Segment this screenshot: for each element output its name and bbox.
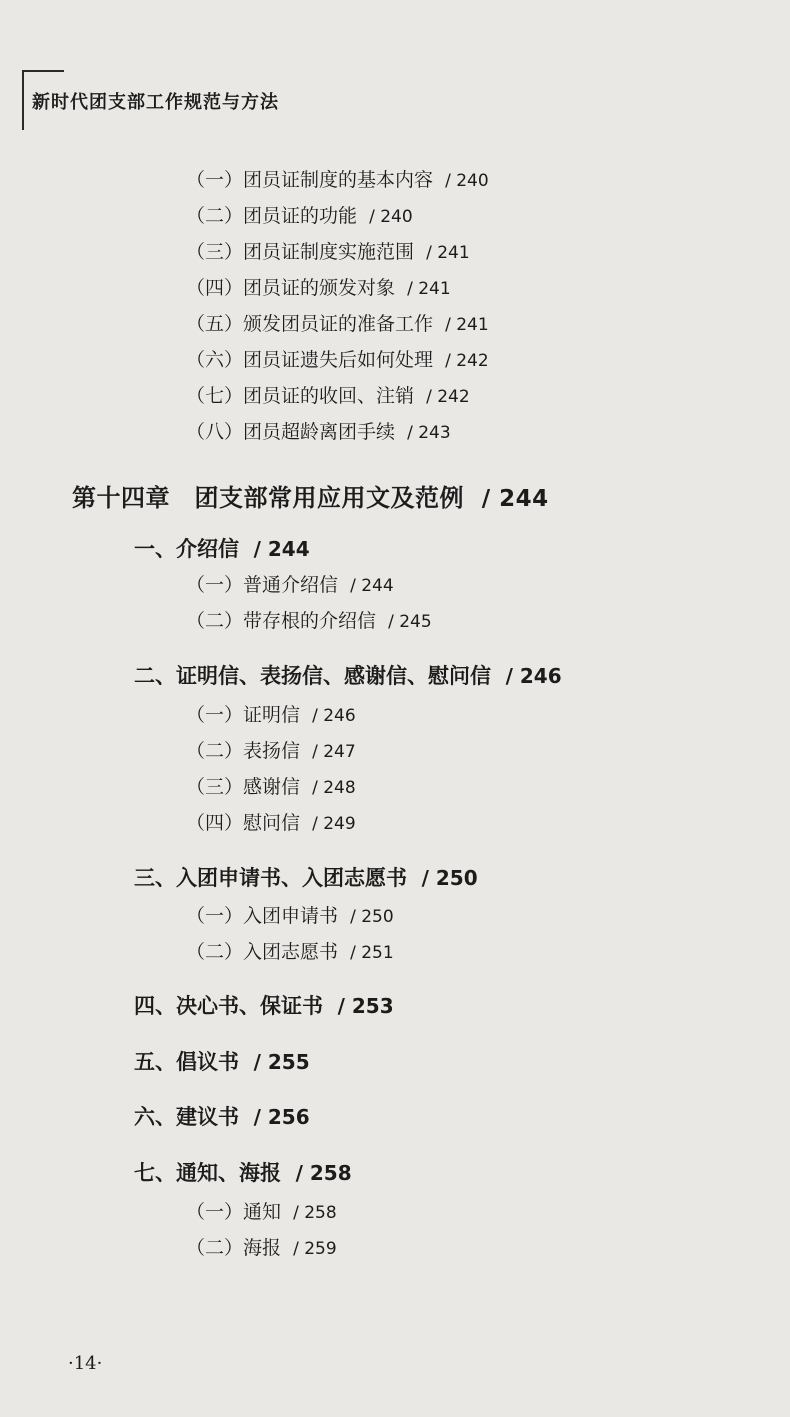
toc-entry-label: （一）入团申请书 <box>186 905 339 927</box>
toc-entry-label: （一）普通介绍信 <box>186 574 339 596</box>
toc-entry-label: （七）团员证的收回、注销 <box>186 385 415 407</box>
toc-entry-label: （六）团员证遗失后如何处理 <box>186 349 434 371</box>
toc-entry-page: / 248 <box>312 778 356 798</box>
toc-entry-page: / 247 <box>312 742 356 762</box>
toc-entry-label: （八）团员超龄离团手续 <box>186 421 396 443</box>
toc-entry-label: 四、决心书、保证书 <box>134 993 323 1018</box>
toc-subsection-entry <box>186 901 394 928</box>
toc-section-entry <box>134 862 478 892</box>
toc-entry-page: / 258 <box>293 1203 337 1223</box>
toc-entry-page: / 241 <box>445 315 489 335</box>
toc-entry-label: 五、倡议书 <box>134 1049 239 1074</box>
toc-entry-label: （三）团员证制度实施范围 <box>186 241 415 263</box>
toc-section-entry <box>134 533 310 563</box>
toc-section-entry <box>134 1101 310 1131</box>
toc-subsection-entry <box>186 570 394 597</box>
toc-entry-label: （一）通知 <box>186 1201 282 1223</box>
toc-entry-page: / 241 <box>407 279 451 299</box>
toc-entry-label: （一）团员证制度的基本内容 <box>186 169 434 191</box>
toc-entry-label: （一）证明信 <box>186 704 301 726</box>
toc-subsection-entry <box>186 736 356 763</box>
toc-entry-label: （三）感谢信 <box>186 776 301 798</box>
toc-section-entry <box>134 1157 352 1187</box>
toc-subsection-entry <box>186 1197 337 1224</box>
toc-entry-page: / 245 <box>388 612 432 632</box>
running-header-title: 新时代团支部工作规范与方法 <box>32 92 279 113</box>
toc-entry-label: （五）颁发团员证的准备工作 <box>186 313 434 335</box>
toc-subsection-entry <box>186 606 432 633</box>
toc-subsection-entry <box>186 309 489 336</box>
toc-entry-page: / 259 <box>293 1239 337 1259</box>
toc-section-entry <box>134 660 562 690</box>
toc-subsection-entry <box>186 1233 337 1260</box>
toc-entry-page: / 256 <box>253 1105 310 1129</box>
toc-subsection-entry <box>186 700 356 727</box>
toc-entry-page: / 240 <box>369 207 413 227</box>
toc-entry-page: / 242 <box>445 351 489 371</box>
toc-section-entry <box>134 1046 310 1076</box>
toc-entry-page: / 240 <box>445 171 489 191</box>
toc-subsection-entry <box>186 381 470 408</box>
toc-subsection-entry <box>186 772 356 799</box>
page-number: ·14· <box>68 1353 103 1374</box>
toc-entry-page: / 246 <box>312 706 356 726</box>
toc-entry-page: / 246 <box>505 664 562 688</box>
toc-entry-page: / 251 <box>350 943 394 963</box>
toc-entry-label: 二、证明信、表扬信、感谢信、慰问信 <box>134 663 491 688</box>
toc-entry-label: 第十四章 团支部常用应用文及范例 <box>72 483 464 512</box>
toc-entry-page: / 241 <box>426 243 470 263</box>
toc-entry-page: / 244 <box>253 537 310 561</box>
toc-entry-label: 三、入团申请书、入团志愿书 <box>134 865 407 890</box>
toc-entry-page: / 255 <box>253 1050 310 1074</box>
toc-entry-page: / 244 <box>350 576 394 596</box>
toc-entry-page: / 244 <box>481 486 549 512</box>
toc-subsection-entry <box>186 237 470 264</box>
toc-entry-label: 一、介绍信 <box>134 536 239 561</box>
toc-entry-label: （二）表扬信 <box>186 740 301 762</box>
toc-entry-label: （四）慰问信 <box>186 812 301 834</box>
toc-subsection-entry <box>186 345 489 372</box>
toc-entry-label: 七、通知、海报 <box>134 1160 281 1185</box>
toc-entry-label: （二）团员证的功能 <box>186 205 358 227</box>
toc-entry-page: / 253 <box>337 994 394 1018</box>
toc-entry-label: （四）团员证的颁发对象 <box>186 277 396 299</box>
toc-subsection-entry <box>186 201 413 228</box>
toc-subsection-entry <box>186 273 451 300</box>
toc-entry-label: 六、建议书 <box>134 1104 239 1129</box>
toc-entry-page: / 249 <box>312 814 356 834</box>
toc-subsection-entry <box>186 417 451 444</box>
toc-entry-label: （二）带存根的介绍信 <box>186 610 377 632</box>
toc-subsection-entry <box>186 808 356 835</box>
toc-entry-label: （二）入团志愿书 <box>186 941 339 963</box>
toc-chapter-entry <box>72 478 549 513</box>
toc-entry-label: （二）海报 <box>186 1237 282 1259</box>
toc-entry-page: / 242 <box>426 387 470 407</box>
toc-subsection-entry <box>186 937 394 964</box>
toc-entry-page: / 243 <box>407 423 451 443</box>
toc-entry-page: / 258 <box>295 1161 352 1185</box>
toc-entry-page: / 250 <box>350 907 394 927</box>
toc-entry-page: / 250 <box>421 866 478 890</box>
toc-section-entry <box>134 990 394 1020</box>
toc-subsection-entry <box>186 165 489 192</box>
